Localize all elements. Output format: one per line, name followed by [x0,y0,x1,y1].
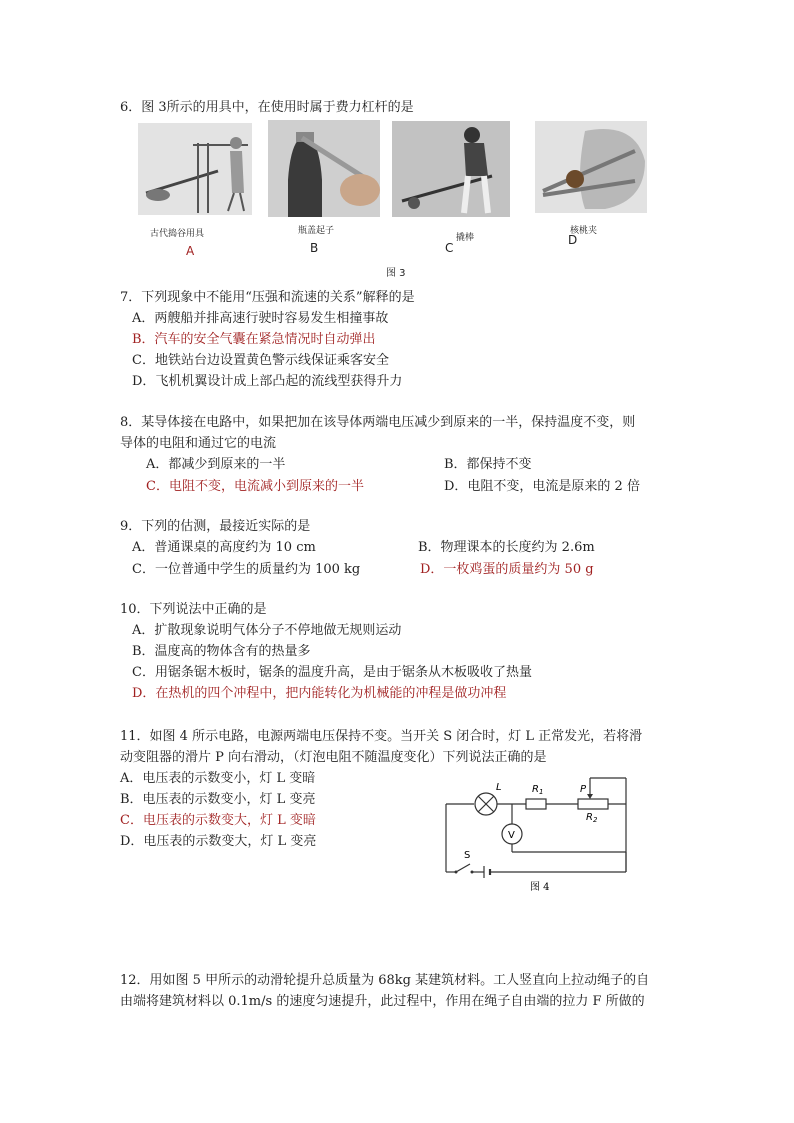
q7-option-a: A．两艘船并排高速行驶时容易发生相撞事故 [132,311,389,326]
q10-stem: 10．下列说法中正确的是 [120,602,267,617]
fig3-label: 图 3 [386,268,406,279]
q7-option-c: C．地铁站台边设置黄色警示线保证乘客安全 [132,353,389,368]
bottle-opener-drawing [268,120,380,217]
q9-stem: 9．下列的估测，最接近实际的是 [120,519,311,534]
nutcracker-image [535,121,647,213]
letter-a: A [186,244,195,258]
label-p: P [580,784,587,795]
fig4-label: 图 4 [530,882,550,893]
letter-b: B [310,241,319,255]
crowbar-drawing [392,121,510,217]
caption-c: 撬棒 [456,233,475,243]
q9-option-d: D．一枚鸡蛋的质量约为 50 g [420,562,594,577]
label-l: L [496,782,502,793]
q8-option-c: C．电阻不变，电流减小到原来的一半 [146,479,364,494]
label-r2: $R_2$ [586,812,598,824]
q7-stem: 7．下列现象中不能用“压强和流速的关系”解释的是 [120,290,415,305]
q11-stem-line2: 动变阻器的滑片 P 向右滑动，（灯泡电阻不随温度变化）下列说法正确的是 [120,750,547,765]
q11-stem-line1: 11．如图 4 所示电路，电源两端电压保持不变。当开关 S 闭合时，灯 L 正常发光，若将滑 [120,729,643,744]
q8-option-d: D．电阻不变，电流是原来的 2 倍 [444,479,640,494]
q8-option-b: B．都保持不变 [444,457,532,472]
q9-option-a: A．普通课桌的高度约为 10 cm [132,540,316,555]
q10-option-a: A．扩散现象说明气体分子不停地做无规则运动 [132,623,402,638]
q6-stem: 6．图 3所示的用具中，在使用时属于费力杠杆的是 [120,100,414,115]
resistor-r1 [526,799,546,809]
letter-c: C [445,241,454,255]
q11-option-a: A．电压表的示数变小，灯 L 变暗 [120,771,316,786]
q8-stem-line2: 导体的电阻和通过它的电流 [120,436,277,451]
q10-option-b: B．温度高的物体含有的热量多 [132,644,311,659]
caption-b: 瓶盖起子 [298,226,335,236]
crowbar-image [392,121,510,217]
q11-option-c: C．电压表的示数变大，灯 L 变暗 [120,813,316,828]
q8-option-a: A．都减少到原来的一半 [146,457,286,472]
label-v: V [508,830,515,841]
q9-option-c: C．一位普通中学生的质量约为 100 kg [132,562,361,577]
q11-option-d: D．电压表的示数变大，灯 L 变亮 [120,834,317,849]
label-r1: $R_1$ [532,784,544,796]
q8-stem-line1: 8．某导体接在电路中，如果把加在该导体两端电压减少到原来的一半，保持温度不变，则 [120,415,636,430]
q10-option-d: D．在热机的四个冲程中，把内能转化为机械能的冲程是做功冲程 [132,686,507,701]
label-s: S [464,850,471,861]
nutcracker-drawing [535,121,647,213]
letter-d: D [568,233,578,247]
circuit-diagram [440,772,636,894]
q7-option-b: B．汽车的安全气囊在紧急情况时自动弹出 [132,332,376,347]
q7-option-d: D．飞机机翼设计成上部凸起的流线型获得升力 [132,374,403,389]
q12-line2: 由端将建筑材料以 0.1m/s 的速度匀速提升，此过程中，作用在绳子自由端的拉力 F 所做的 [120,994,645,1009]
q11-option-b: B．电压表的示数变小，灯 L 变亮 [120,792,316,807]
grain-pounder-drawing [138,123,252,215]
switch-s [456,864,470,872]
rheostat-r2 [578,799,608,809]
caption-d: 核桃夹 [570,226,598,236]
q12-line1: 12．用如图 5 甲所示的动滑轮提升总质量为 68kg 某建筑材料。工人竖直向上拉动绳子的自 [120,973,650,988]
bottle-opener-image [268,120,380,217]
grain-pounder-image [138,123,252,215]
q9-option-b: B．物理课本的长度约为 2.6m [418,540,595,555]
q10-option-c: C．用锯条锯木板时，锯条的温度升高，是由于锯条从木板吸收了热量 [132,665,532,680]
caption-a: 古代捣谷用具 [150,229,205,239]
